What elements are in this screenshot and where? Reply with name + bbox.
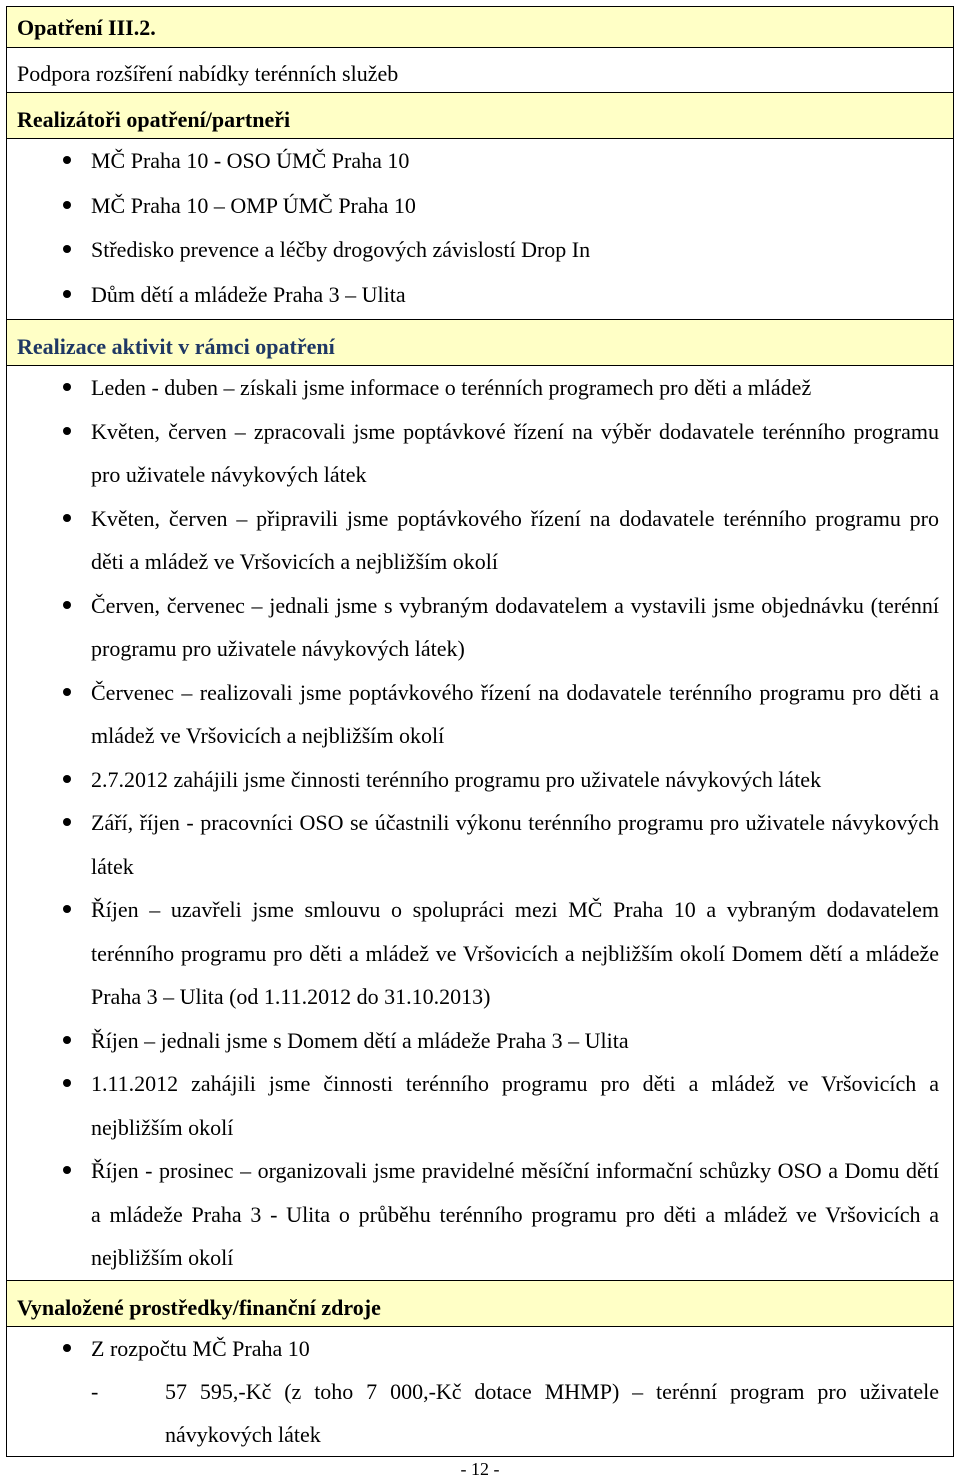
list-item: Červenec – realizovali jsme poptávkového řízení na dodavatele terénního programu pro děti a mládež ve Vršovicích a nejbližším okolí bbox=[7, 671, 953, 758]
funding-dash: - bbox=[91, 1379, 99, 1404]
activities-list bbox=[7, 366, 953, 1280]
funding-item bbox=[7, 1370, 953, 1456]
page-number: - 12 - bbox=[460, 1459, 500, 1479]
measure-title: Opatření III.2. bbox=[7, 7, 953, 47]
activities-section bbox=[7, 365, 953, 1280]
funding-header: Vynaložené prostředky/finanční zdroje bbox=[7, 1280, 953, 1326]
implementers-section bbox=[7, 138, 953, 319]
measure-table bbox=[6, 6, 954, 1457]
list-item: Leden - duben – získali jsme informace o terénních programech pro děti a mládež bbox=[7, 366, 953, 410]
funding-item-text: 57 595,-Kč (z toho 7 000,-Kč dotace MHMP) – terénní program pro uživatele návykových látek bbox=[165, 1379, 939, 1447]
list-item: Z rozpočtu MČ Praha 10 bbox=[7, 1327, 953, 1371]
implementers-list bbox=[7, 139, 953, 319]
list-item: Září, říjen - pracovníci OSO se účastnili výkonu terénního programu pro uživatele návykových látek bbox=[7, 801, 953, 888]
list-item: Červen, červenec – jednali jsme s vybraným dodavatelem a vystavili jsme objednávku (terénní programu pro uživatele návykových látek) bbox=[7, 584, 953, 671]
activities-header: Realizace aktivit v rámci opatření bbox=[7, 319, 953, 365]
list-item: MČ Praha 10 – OMP ÚMČ Praha 10 bbox=[7, 184, 953, 229]
list-item: Květen, červen – zpracovali jsme poptávkové řízení na výběr dodavatele terénního programu pro uživatele návykových látek bbox=[7, 410, 953, 497]
list-item: Středisko prevence a léčby drogových závislostí Drop In bbox=[7, 228, 953, 273]
list-item: MČ Praha 10 - OSO ÚMČ Praha 10 bbox=[7, 139, 953, 184]
list-item: Říjen – uzavřeli jsme smlouvu o spolupráci mezi MČ Praha 10 a vybraným dodavatelem terénního programu pro děti a mládež ve Vršovicích a nejbližším okolí Domem dětí a mládeže Praha 3 – Ulita (od 1.11.2012 do 31.10.2013) bbox=[7, 888, 953, 1019]
list-item: Říjen - prosinec – organizovali jsme pravidelné měsíční informační schůzky OSO a Domu dětí a mládeže Praha 3 - Ulita o průběhu terénního programu pro děti a mládež ve Vršovicích a nejbližším okolí bbox=[7, 1149, 953, 1280]
measure-subtitle: Podpora rozšíření nabídky terénních služeb bbox=[7, 47, 953, 92]
list-item: Dům dětí a mládeže Praha 3 – Ulita bbox=[7, 273, 953, 318]
list-item: Říjen – jednali jsme s Domem dětí a mládeže Praha 3 – Ulita bbox=[7, 1019, 953, 1063]
list-item: 1.11.2012 zahájili jsme činnosti terénního programu pro děti a mládež ve Vršovicích a nejbližším okolí bbox=[7, 1062, 953, 1149]
funding-list bbox=[7, 1327, 953, 1371]
list-item: 2.7.2012 zahájili jsme činnosti terénního programu pro uživatele návykových látek bbox=[7, 758, 953, 802]
implementers-header: Realizátoři opatření/partneři bbox=[7, 92, 953, 138]
funding-section bbox=[7, 1326, 953, 1457]
list-item: Květen, červen – připravili jsme poptávkového řízení na dodavatele terénního programu pro děti a mládež ve Vršovicích a nejbližším okolí bbox=[7, 497, 953, 584]
